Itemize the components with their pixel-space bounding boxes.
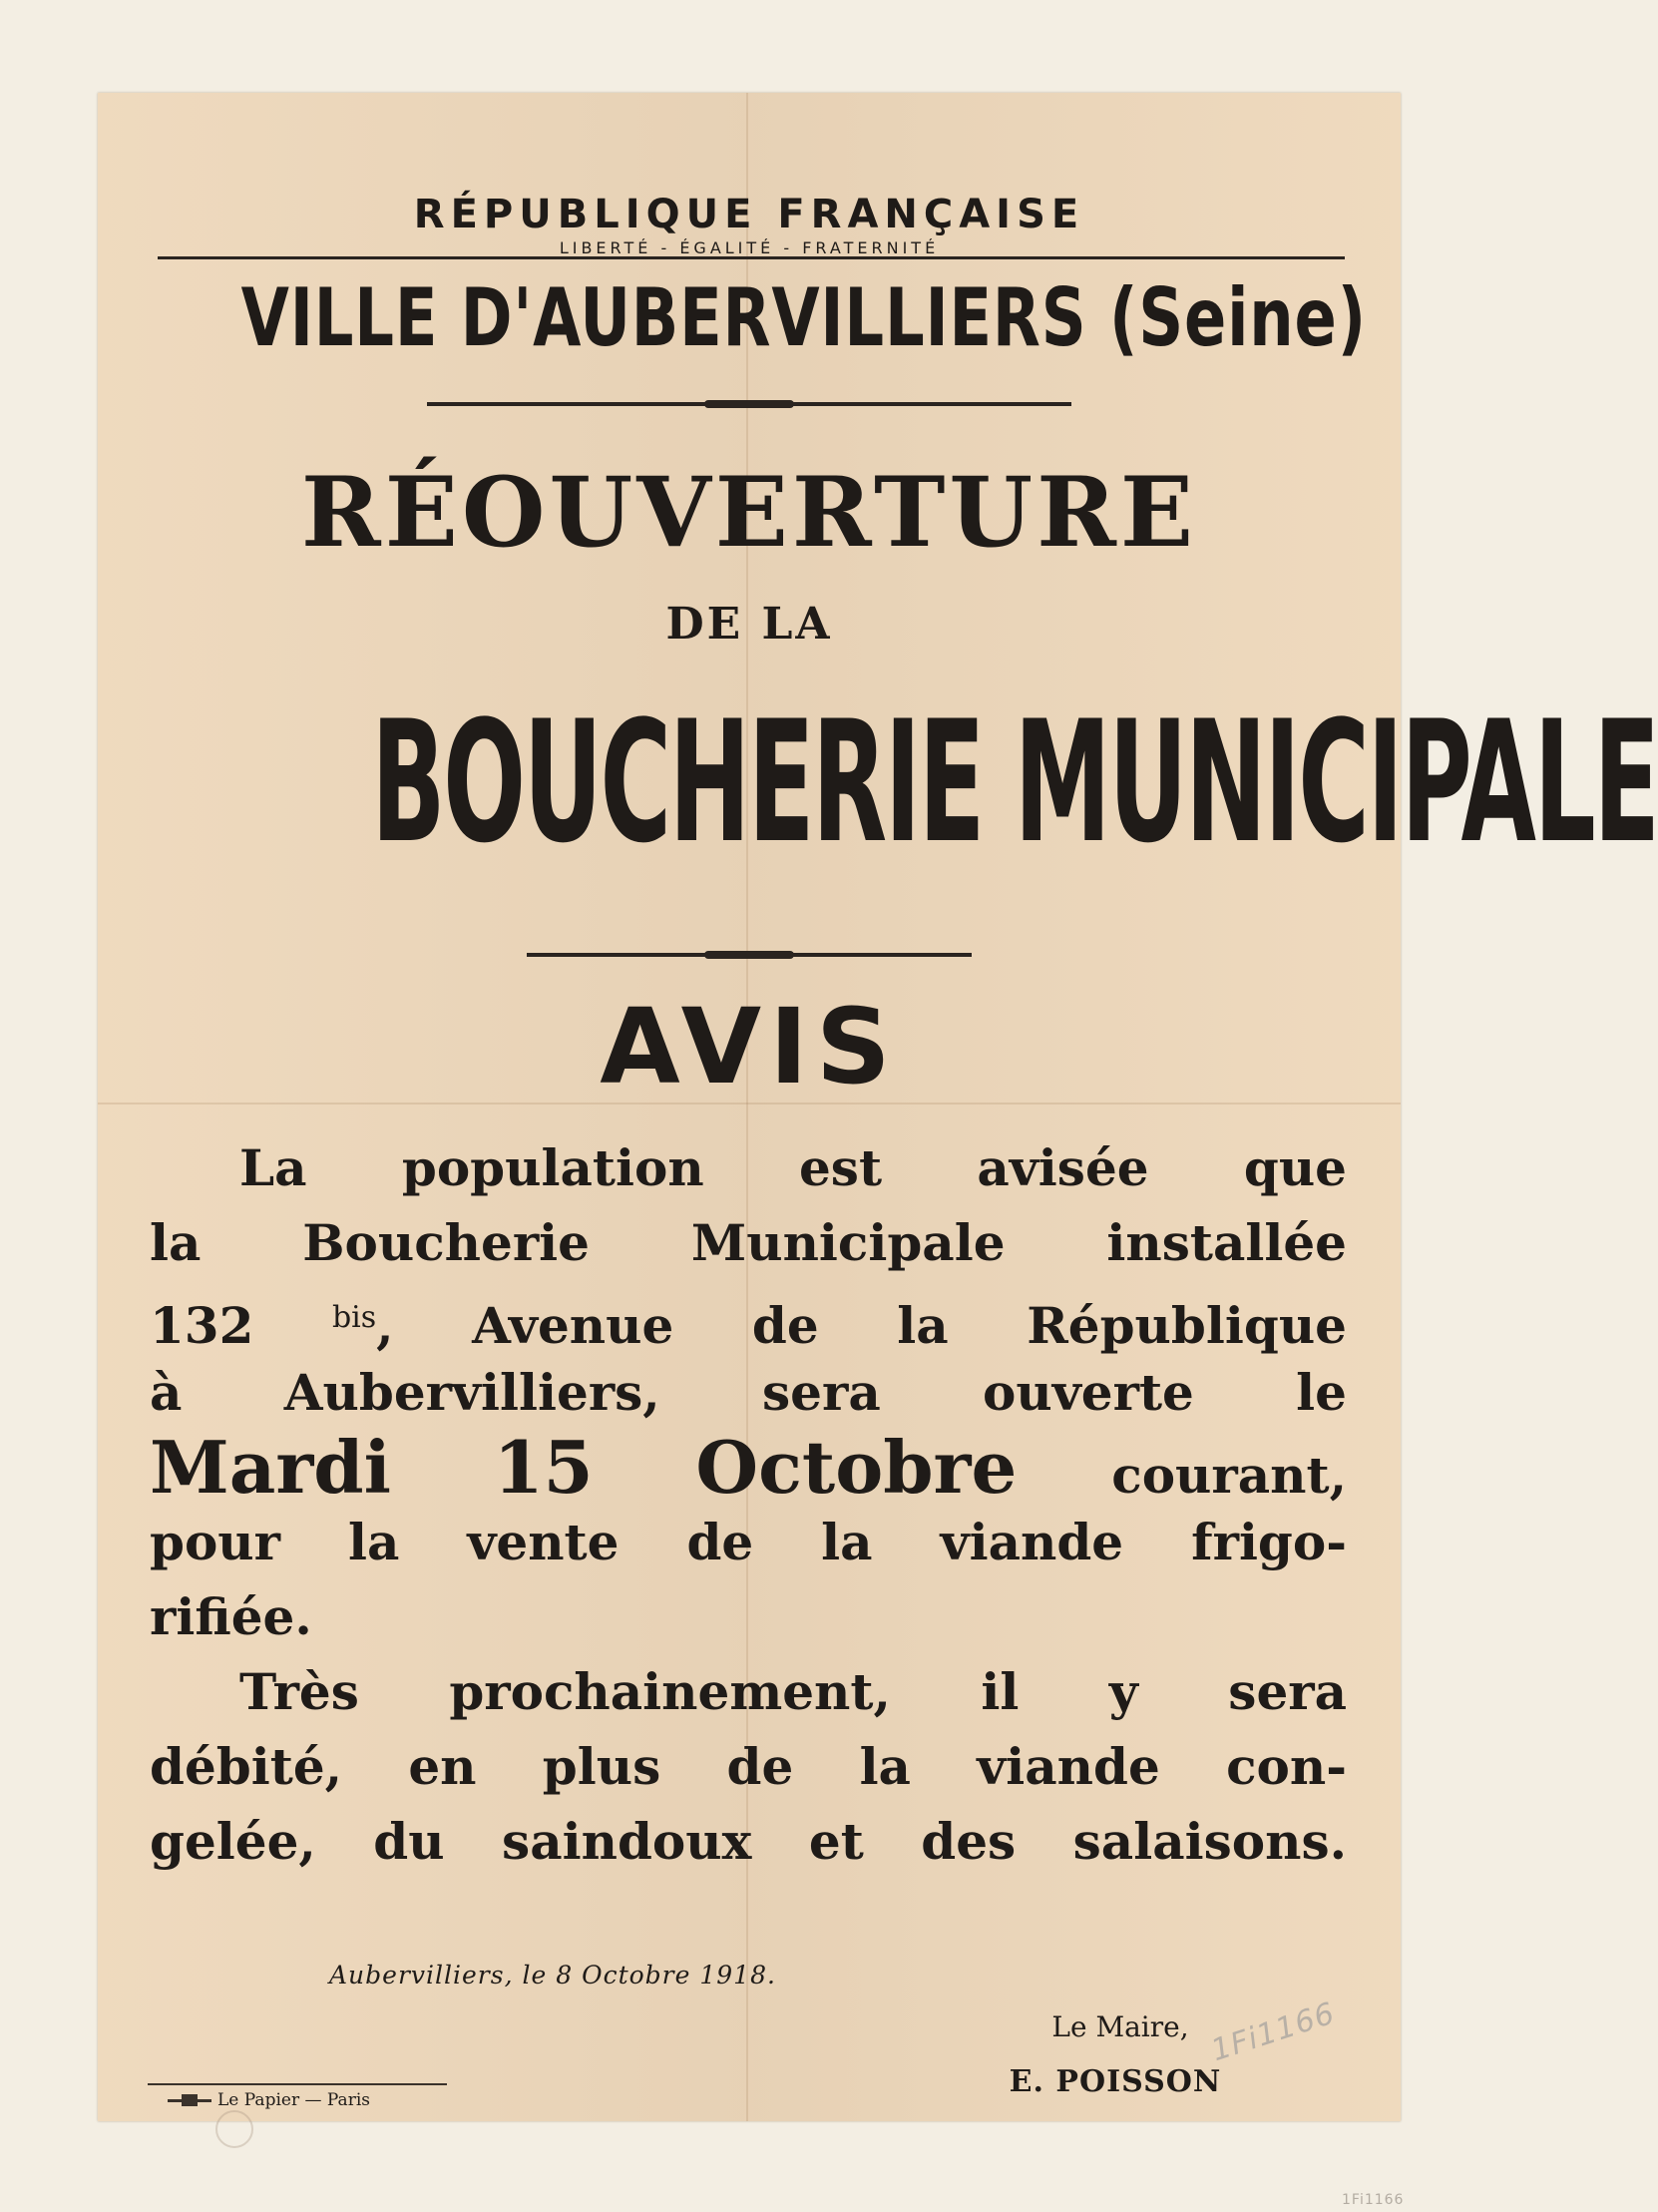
printer-rule <box>148 2083 447 2085</box>
p1-line: la Boucherie Municipale installée <box>150 1213 1347 1272</box>
house-number: 132 <box>150 1296 254 1355</box>
faded-stamp <box>215 2110 253 2148</box>
p1-line: rifiée. <box>150 1587 312 1646</box>
header-rule <box>158 256 1345 259</box>
avis-heading: AVIS <box>600 986 899 1107</box>
ville-heading: VILLE D'AUBERVILLIERS (Seine) <box>240 271 1367 364</box>
p2-line: Très prochainement, il y sera <box>239 1662 1347 1721</box>
courant-text: courant, <box>1111 1446 1347 1505</box>
printer-mark-icon <box>168 2093 211 2107</box>
ornament-divider-1 <box>427 402 1071 406</box>
street-name: , Avenue de la République <box>376 1296 1347 1355</box>
printer-credit <box>168 2090 370 2110</box>
maire-name: E. POISSON <box>1009 2064 1222 2099</box>
devise: LIBERTÉ - ÉGALITÉ - FRATERNITÉ <box>559 238 940 257</box>
archive-handwritten-note: 1Fi1166 <box>1207 1995 1340 2069</box>
notice-body <box>150 1130 1347 1879</box>
printer-name: Le Papier — Paris <box>217 2090 370 2110</box>
p1-line: La population est avisée que <box>239 1138 1347 1197</box>
place-and-date: Aubervilliers, le 8 Octobre 1918. <box>329 1961 776 1990</box>
title-boucherie-municipale: BOUCHERIE MUNICIPALE <box>371 684 1658 880</box>
p2-line: gelée, du saindoux et des salaisons. <box>150 1812 1347 1871</box>
title-de-la: DE LA <box>665 599 833 650</box>
p1-line: pour la vente de la viande frigo- <box>150 1513 1347 1571</box>
p1-line-address <box>150 1280 1347 1355</box>
republique-heading: RÉPUBLIQUE FRANÇAISE <box>413 192 1085 237</box>
opening-date: Mardi 15 Octobre <box>150 1425 1018 1510</box>
p1-line-date <box>150 1425 1347 1510</box>
title-reouverture: RÉOUVERTURE <box>300 456 1198 569</box>
ornament-divider-2 <box>527 953 972 957</box>
poster-sheet <box>98 93 1658 2121</box>
p1-line: à Aubervilliers, sera ouverte le <box>150 1363 1347 1422</box>
house-number-suffix: bis <box>331 1300 377 1335</box>
maire-title: Le Maire, <box>1051 2010 1189 2043</box>
archive-reference: 1Fi1166 <box>1342 2192 1405 2208</box>
p2-line: débité, en plus de la viande con- <box>150 1737 1347 1796</box>
